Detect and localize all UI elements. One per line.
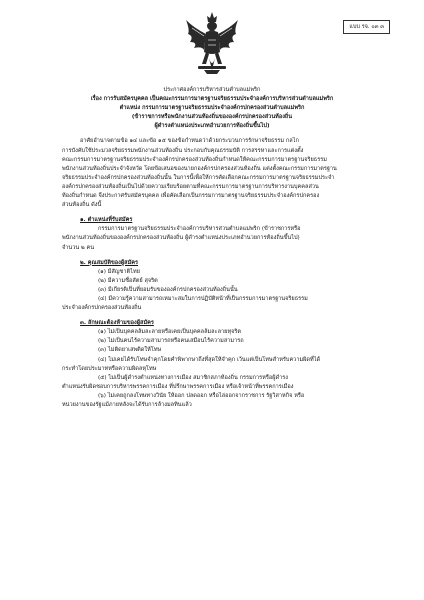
intro-line: อาศัยอำนาจตามข้อ ๑๔ และข้อ ๑๕ ของข้อกำหนดว่าด้วยกระบวนการรักษาจริยธรรม กลไก <box>80 138 299 145</box>
title-line: (ข้าราชการหรือพนักงานส่วนท้องถิ่นขององค์กรปกครองส่วนท้องถิ่น <box>131 114 293 121</box>
section-2-heading: ๒. คุณสมบัติของผู้สมัคร <box>80 259 139 266</box>
intro-line: องค์กรปกครองส่วนท้องถิ่นเป็นไปด้วยความเรียบร้อยตามที่คณะกรรมการมาตรฐานการบริหารงานบุคคลส่วน <box>62 183 319 190</box>
section-1-line: จำนวน ๒ คน <box>62 244 95 251</box>
prohibition-item: (๔) ไม่เคยได้รับโทษจำคุกโดยคำพิพากษาถึงที่สุดให้จำคุก เว้นแต่เป็นโทษสำหรับความผิดที่ได้ <box>98 356 321 363</box>
intro-line: จริยธรรมประจำองค์กรปกครองส่วนท้องถิ่นนั้น ในการนี้เพื่อให้การคัดเลือกคณะกรรมการมาตรฐานจริยธรรมประจำ <box>62 174 335 181</box>
section-1-line: กรรมการมาตรฐานจริยธรรมประจำองค์การบริหารส่วนตำบลแม่พริก (ข้าราชการหรือ <box>98 226 301 233</box>
intro-line: การบังคับใช้ประมวลจริยธรรมพนักงานส่วนท้องถิ่น ประกอบกับคุณธรรมบัติ การสรรหาและการแต่งตั้ง <box>62 147 304 154</box>
section-1-body <box>62 225 362 252</box>
document-body <box>62 86 362 410</box>
form-code-box: แบบ รจ. ๐๓ ๓ <box>343 20 390 34</box>
prohibition-item: (๖) ไม่เคยถูกลงโทษทางวินัย ให้ออก ปลดออก หรือไล่ออกจากราชการ รัฐวิสาหกิจ หรือ <box>98 392 305 399</box>
prohibition-item-tail: ตำแหน่งรับผิดชอบการบริหารพรรคการเมือง ที่ปรึกษาพรรคการเมือง หรือเจ้าหน้าที่พรรคการเมือง <box>62 383 294 390</box>
intro-line: คณะกรรมการมาตรฐานจริยธรรมประจำองค์กรปกครองส่วนท้องถิ่นกำหนดให้คณะกรรมการมาตรฐานจริยธรรม <box>62 156 327 163</box>
qualification-item-tail: ประจำองค์กรปกครองส่วนท้องถิ่น <box>62 305 142 312</box>
intro-line: ส่วนท้องถิ่น ดังนี้ <box>62 202 102 209</box>
prohibition-item: (๓) ไม่ติดยาเสพติดให้โทษ <box>98 347 162 354</box>
section-1-heading: ๑. ตำแหน่งที่รับสมัคร <box>80 217 133 224</box>
announcement-title <box>62 86 362 131</box>
title-line: เรื่อง การรับสมัครบุคคล เป็นคณะกรรมการมาตรฐานจริยธรรมประจำองค์การบริหารส่วนตำบลแม่พริก <box>90 96 334 103</box>
title-line: ประกาศองค์การบริหารส่วนตำบลแม่พริก <box>163 87 261 93</box>
intro-paragraph <box>62 137 362 210</box>
prohibition-item: (๑) ไม่เป็นบุคคลล้มละลายหรือเคยเป็นบุคคลล้มละลายทุจริต <box>98 329 242 336</box>
section-3-heading: ๓. ลักษณะต้องห้ามของผู้สมัคร <box>80 320 154 327</box>
intro-line: ท้องถิ่นกำหนด จึงประกาศรับสมัครบุคคล เพื่อคัดเลือกเป็นกรรมการมาตรฐานจริยธรรมประจำองค์กรปกครอง <box>62 193 320 200</box>
intro-line: พนักงานส่วนท้องถิ่นประจำจังหวัด โดยข้อเสนอของนายกองค์กรปกครองส่วนท้องถิ่น แต่งตั้งคณะกรรมการมาตรฐาน <box>62 165 337 172</box>
section-1-line: พนักงานส่วนท้องถิ่นขององค์กรปกครองส่วนท้องถิ่น ผู้ดำรงตำแหน่งประเภทอำนวยการท้องถิ่นขึ้นไป) <box>62 235 300 242</box>
qualification-item: (๔) มีความรู้ความสามารถเหมาะสมในการปฏิบัติหน้าที่เป็นกรรมการมาตรฐานจริยธรรม <box>98 295 308 302</box>
prohibition-item-tail: กระทำโดยประมาทหรือความผิดลหุโทษ <box>62 365 157 372</box>
garuda-emblem-icon <box>184 10 240 76</box>
prohibition-item: (๒) ไม่เป็นคนไร้ความสามารถหรือคนเสมือนไร้ความสามารถ <box>98 338 244 345</box>
title-line: ผู้ดำรงตำแหน่งประเภทอำนวยการท้องถิ่นขึ้นไป) <box>154 123 270 130</box>
title-line: ตำแหน่ง กรรมการมาตรฐานจริยธรรมประจำองค์กรปกครองส่วนตำบลแม่พริก <box>119 105 305 112</box>
section-2-list <box>62 268 362 313</box>
qualification-item: (๑) มีสัญชาติไทย <box>98 268 140 275</box>
prohibition-item: (๕) ไม่เป็นผู้ดำรงตำแหน่งทางการเมือง สมาชิกสภาท้องถิ่น กรรมการหรือผู้ดำรง <box>98 374 289 381</box>
qualification-item: (๒) มีความซื่อสัตย์ สุจริต <box>98 277 158 284</box>
section-3-list <box>62 328 362 410</box>
qualification-item: (๓) มีเกียรติเป็นที่ยอมรับขององค์กรปกครองส่วนท้องถิ่นนั้น <box>98 286 238 293</box>
prohibition-item-tail: หน่วยงานของรัฐแม้ภายหลังจะได้รับการล้างมลทินแล้ว <box>62 402 192 408</box>
